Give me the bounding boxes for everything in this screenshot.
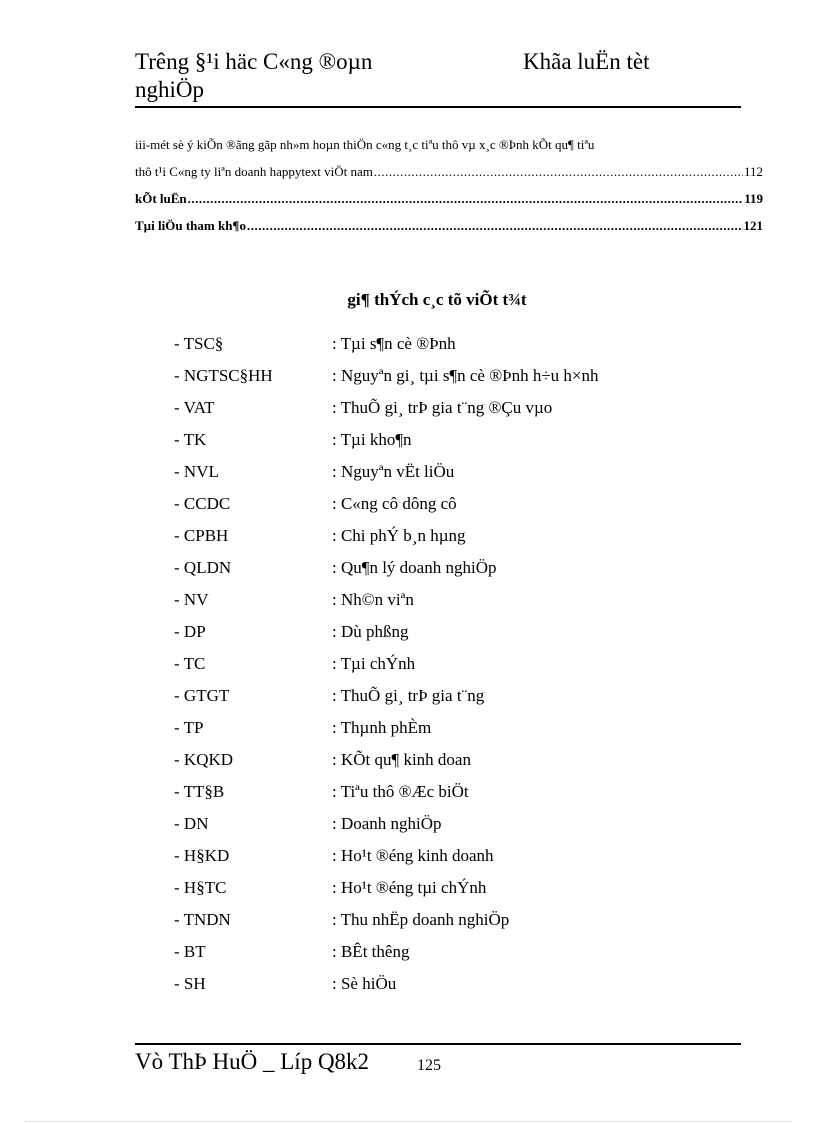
toc-wrapped-line: iii-mét sè ý kiÕn ®ãng gãp nh»m hoµn thiÖn c«ng t¸c tiªu thô vµ x¸c ®Þnh kÕt qu¶ tiªu: [135, 137, 595, 152]
abbreviation-row: [174, 714, 734, 746]
toc-entry[interactable]: [135, 158, 763, 185]
abbreviation-row: [174, 810, 734, 842]
abbreviation-code: - CPBH: [174, 526, 229, 545]
abbreviation-meaning: : Ho¹t ®éng tµi chÝnh: [332, 878, 487, 897]
abbreviation-code: - TSC§: [174, 334, 224, 353]
toc-entry-page: 112: [743, 164, 763, 179]
abbreviation-meaning: : KÕt qu¶ kinh doan: [332, 750, 471, 769]
abbreviation-meaning: : Tµi kho¶n: [332, 430, 412, 449]
abbreviation-row: [174, 554, 734, 586]
abbreviation-code: - CCDC: [174, 494, 231, 513]
page-footer: [135, 1043, 741, 1085]
abbreviation-row: [174, 490, 734, 522]
abbreviation-meaning: : Qu¶n lý doanh nghiÖp: [332, 558, 497, 577]
table-of-contents: [135, 131, 763, 239]
abbreviation-code: - QLDN: [174, 558, 232, 577]
abbreviation-code: - SH: [174, 974, 206, 993]
abbreviation-row: [174, 330, 734, 362]
abbreviation-code: - NVL: [174, 462, 219, 481]
abbreviation-row: [174, 842, 734, 874]
abbreviation-code: - H§KD: [174, 846, 230, 865]
toc-entry-page: 121: [743, 218, 763, 233]
abbreviation-row: [174, 778, 734, 810]
abbreviation-meaning: : ThuÕ gi¸ trÞ gia t¨ng ®Çu vµo: [332, 398, 553, 417]
toc-dot-leader: [188, 185, 744, 212]
abbreviation-row: [174, 746, 734, 778]
footer-author: Vò ThÞ HuÖ _ Líp Q8k2: [135, 1049, 370, 1074]
abbreviation-meaning: : Thu nhËp doanh nghiÖp: [332, 910, 510, 929]
abbreviation-row: [174, 458, 734, 490]
abbreviation-row: [174, 362, 734, 394]
abbreviation-meaning: : Nh©n viªn: [332, 590, 414, 609]
abbreviation-row: [174, 394, 734, 426]
abbreviations-title: gi¶ thÝch c¸c tõ viÕt t¾t: [347, 290, 527, 309]
abbreviation-meaning: : BÊt thêng: [332, 942, 410, 961]
header-thesis-label: Khãa luËn tèt: [523, 49, 650, 74]
abbreviation-meaning: : C«ng cô dông cô: [332, 494, 457, 513]
page-number: 125: [417, 1057, 441, 1074]
abbreviation-meaning: : Tµi s¶n cè ®Þnh: [332, 334, 456, 353]
abbreviation-code: - KQKD: [174, 750, 234, 769]
abbreviation-meaning: : Sè hiÖu: [332, 974, 397, 993]
toc-entry-title: thô t¹i C«ng ty liªn doanh happytext viÖt nam: [135, 164, 373, 179]
toc-entry-title: Tµi liÖu tham kh¶o: [135, 218, 246, 233]
abbreviation-row: [174, 970, 734, 1002]
abbreviation-row: [174, 618, 734, 650]
abbreviation-code: - VAT: [174, 398, 215, 417]
abbreviation-meaning: : Ho¹t ®éng kinh doanh: [332, 846, 494, 865]
abbreviation-row: [174, 650, 734, 682]
abbreviation-meaning: : ThuÕ gi¸ trÞ gia t¨ng: [332, 686, 485, 705]
abbreviation-code: - TT§B: [174, 782, 225, 801]
abbreviation-list: [174, 330, 734, 1002]
page-header: [135, 48, 741, 108]
abbreviation-row: [174, 522, 734, 554]
abbreviation-code: - BT: [174, 942, 206, 961]
abbreviation-code: - GTGT: [174, 686, 230, 705]
abbreviation-meaning: : Tiªu thô ®Æc biÖt: [332, 782, 469, 801]
abbreviation-meaning: : Chi phÝ b¸n hµng: [332, 526, 466, 545]
abbreviation-code: - DN: [174, 814, 209, 833]
toc-dot-leader: [247, 212, 743, 239]
abbreviation-code: - TC: [174, 654, 206, 673]
abbreviation-meaning: : Thµnh phÈm: [332, 718, 432, 737]
toc-entry[interactable]: [135, 212, 763, 239]
abbreviation-row: [174, 426, 734, 458]
abbreviation-code: - H§TC: [174, 878, 227, 897]
abbreviation-meaning: : Nguyªn vËt liÖu: [332, 462, 455, 481]
abbreviation-meaning: : Nguyªn gi¸ tµi s¶n cè ®Þnh h÷u h×nh: [332, 366, 599, 385]
abbreviation-code: - TK: [174, 430, 207, 449]
toc-entry-title: kÕt luËn: [135, 191, 187, 206]
abbreviation-meaning: : Tµi chÝnh: [332, 654, 416, 673]
abbreviation-row: [174, 682, 734, 714]
abbreviation-code: - NGTSC§HH: [174, 366, 273, 385]
abbreviation-row: [174, 938, 734, 970]
abbreviation-row: [174, 874, 734, 906]
abbreviation-row: [174, 586, 734, 618]
page-bottom-border: [25, 1121, 791, 1122]
abbreviation-code: - TP: [174, 718, 204, 737]
toc-entry[interactable]: [135, 185, 763, 212]
toc-entry-page: 119: [744, 191, 763, 206]
header-school-name: Trêng §¹i häc C«ng ®oµn nghiÖp: [135, 49, 373, 102]
abbreviation-code: - DP: [174, 622, 206, 641]
abbreviation-meaning: : Doanh nghiÖp: [332, 814, 442, 833]
abbreviation-meaning: : Dù phßng: [332, 622, 409, 641]
abbreviation-code: - NV: [174, 590, 209, 609]
toc-dot-leader: [374, 158, 743, 185]
abbreviation-row: [174, 906, 734, 938]
abbreviation-code: - TNDN: [174, 910, 231, 929]
